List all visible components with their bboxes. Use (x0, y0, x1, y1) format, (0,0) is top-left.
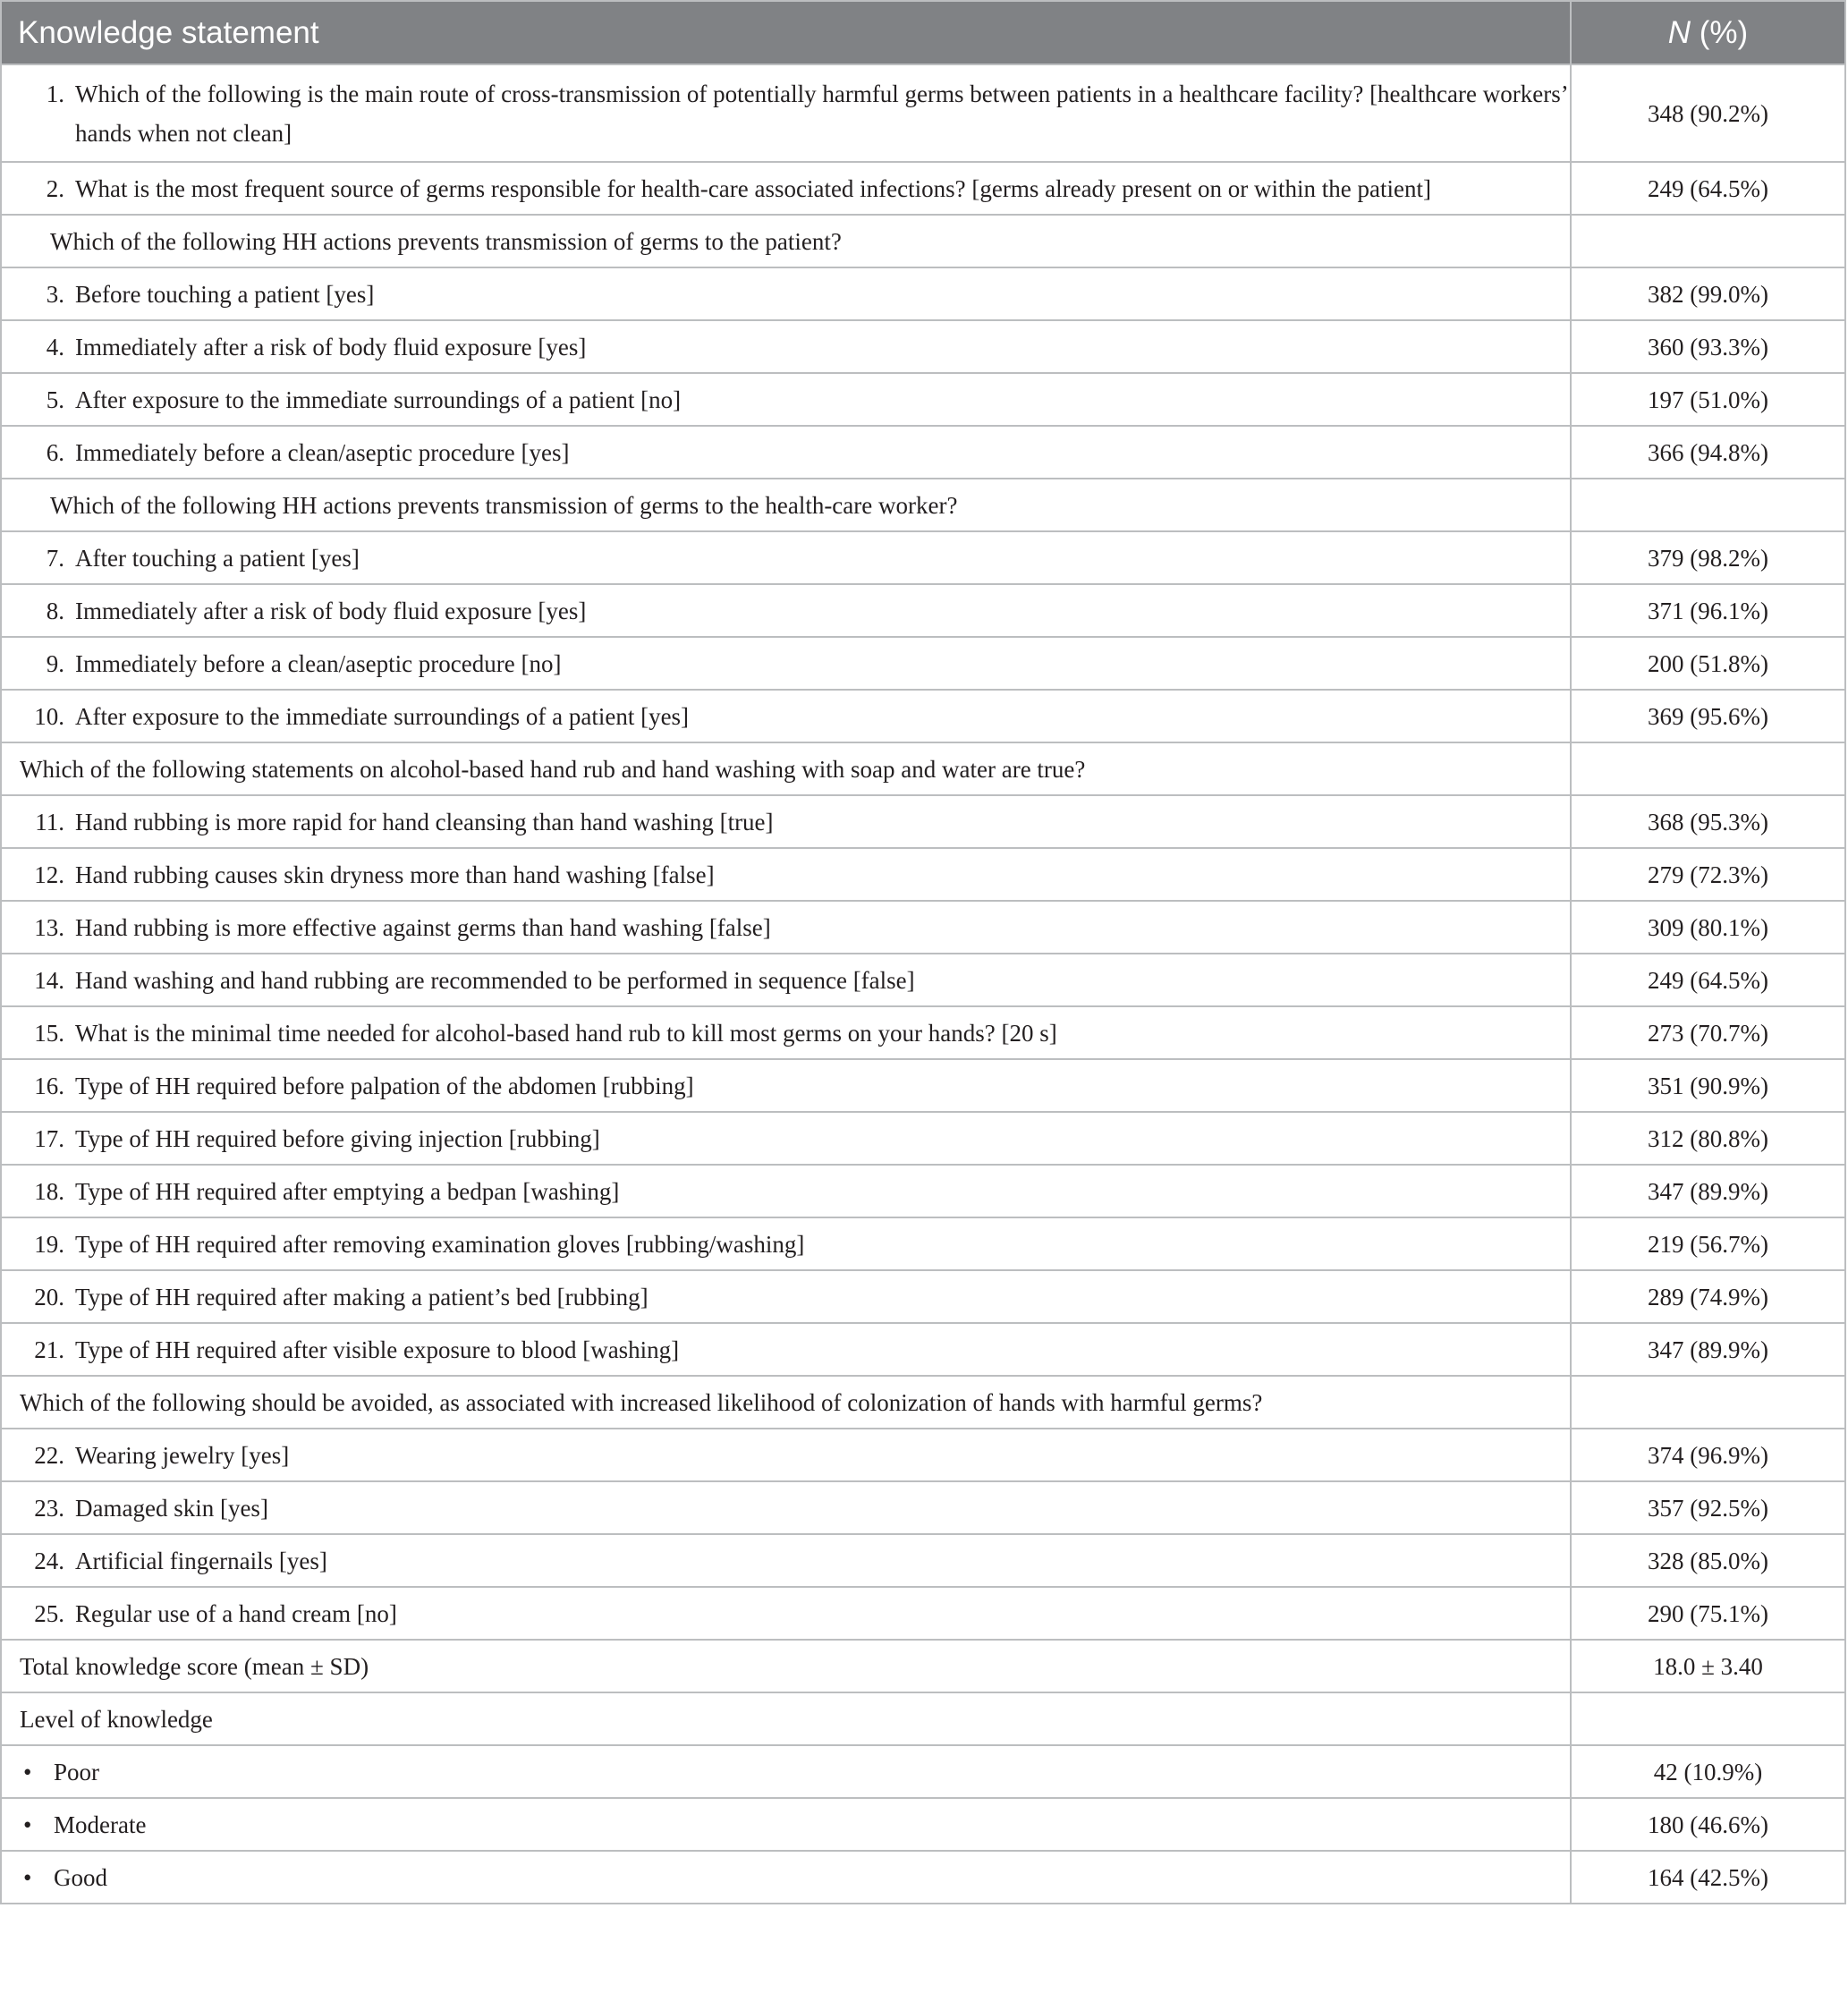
value-cell: 374 (96.9%) (1571, 1429, 1845, 1481)
statement-cell (1, 1165, 1571, 1217)
value-cell: 289 (74.9%) (1571, 1270, 1845, 1323)
table-row (1, 1165, 1845, 1217)
n-label: N (1667, 14, 1691, 50)
value-cell: 249 (64.5%) (1571, 954, 1845, 1006)
table-row (1, 795, 1845, 848)
item-text: After exposure to the immediate surroundings of a patient [no] (75, 386, 682, 413)
item-text: After touching a patient [yes] (75, 544, 360, 572)
value-cell: 273 (70.7%) (1571, 1006, 1845, 1059)
statement-cell (1, 1006, 1571, 1059)
statement-cell (1, 373, 1571, 426)
value-cell: 347 (89.9%) (1571, 1165, 1845, 1217)
value-cell: 164 (42.5%) (1571, 1851, 1845, 1904)
value-cell: 347 (89.9%) (1571, 1323, 1845, 1376)
table-row (1, 848, 1845, 901)
value-cell: 290 (75.1%) (1571, 1587, 1845, 1640)
item-text: Immediately before a clean/aseptic procedure [yes] (75, 438, 570, 466)
value-cell: 328 (85.0%) (1571, 1534, 1845, 1587)
item-number: 5. (46, 386, 64, 413)
knowledge-level-label: Level of knowledge (1, 1692, 1571, 1745)
item-number: 23. (34, 1494, 64, 1522)
statement-cell (1, 267, 1571, 320)
total-score-row (1, 1640, 1845, 1692)
item-text: Type of HH required after removing examination gloves [rubbing/washing] (75, 1230, 805, 1258)
item-number: 2. (46, 174, 64, 202)
item-number: 12. (34, 861, 64, 888)
table-row (1, 637, 1845, 690)
statement-cell (1, 901, 1571, 954)
total-score-value: 18.0 ± 3.40 (1571, 1640, 1845, 1692)
value-cell: 360 (93.3%) (1571, 320, 1845, 373)
statement-cell (1, 584, 1571, 637)
item-text: Hand rubbing is more rapid for hand cleansing than hand washing [true] (75, 808, 774, 835)
section-heading: Which of the following statements on alcohol-based hand rub and hand washing with soap and water are true? (1, 742, 1571, 795)
item-text: Hand rubbing causes skin dryness more than hand washing [false] (75, 861, 715, 888)
item-number: 21. (34, 1336, 64, 1363)
empty-value-cell (1571, 215, 1845, 267)
statement-cell (1, 1217, 1571, 1270)
statement-cell (1, 64, 1571, 162)
table-row (1, 584, 1845, 637)
total-score-label: Total knowledge score (mean ± SD) (1, 1640, 1571, 1692)
item-number: 13. (34, 913, 64, 941)
table-row (1, 267, 1845, 320)
statement-cell (1, 1323, 1571, 1376)
item-number: 17. (34, 1124, 64, 1152)
value-cell: 219 (56.7%) (1571, 1217, 1845, 1270)
item-text: Type of HH required before giving injection [rubbing] (75, 1124, 600, 1152)
knowledge-level-row (1, 1692, 1845, 1745)
value-cell: 200 (51.8%) (1571, 637, 1845, 690)
item-text: Damaged skin [yes] (75, 1494, 268, 1522)
level-good-label: Good (54, 1863, 107, 1891)
table-row (1, 1270, 1845, 1323)
statement-cell (1, 1587, 1571, 1640)
item-number: 22. (34, 1441, 64, 1469)
table-row (1, 1112, 1845, 1165)
section-heading-row (1, 1376, 1845, 1429)
table-row (1, 690, 1845, 742)
item-number: 18. (34, 1177, 64, 1205)
statement-cell (1, 426, 1571, 479)
table-row (1, 1798, 1845, 1851)
statement-cell (1, 1851, 1571, 1904)
item-text: Immediately before a clean/aseptic procedure [no] (75, 649, 562, 677)
section-heading: Which of the following HH actions prevents transmission of germs to the health-care worker? (1, 479, 1571, 531)
bullet-icon (20, 1752, 54, 1792)
table-row (1, 1006, 1845, 1059)
item-text: Which of the following is the main route of cross-transmission of potentially harmful germs between patients in a healthcare facility? [healthcare workers’ hands when not clean] (75, 80, 1567, 147)
level-poor-label: Poor (54, 1758, 100, 1785)
value-cell: 309 (80.1%) (1571, 901, 1845, 954)
value-cell: 351 (90.9%) (1571, 1059, 1845, 1112)
item-text: Type of HH required before palpation of the abdomen [rubbing] (75, 1072, 694, 1099)
table-header-row (1, 1, 1845, 64)
table-row (1, 162, 1845, 215)
table-row (1, 64, 1845, 162)
section-heading: Which of the following HH actions prevents transmission of germs to the patient? (1, 215, 1571, 267)
item-number: 1. (46, 80, 64, 107)
table-row (1, 901, 1845, 954)
item-number: 15. (34, 1019, 64, 1047)
item-number: 6. (46, 438, 64, 466)
statement-cell (1, 795, 1571, 848)
column-header-statement: Knowledge statement (1, 1, 1571, 64)
value-cell: 249 (64.5%) (1571, 162, 1845, 215)
statement-cell (1, 1270, 1571, 1323)
item-number: 8. (46, 597, 64, 624)
item-text: Wearing jewelry [yes] (75, 1441, 290, 1469)
item-number: 20. (34, 1283, 64, 1310)
item-number: 10. (34, 702, 64, 730)
item-number: 7. (46, 544, 64, 572)
item-text: Before touching a patient [yes] (75, 280, 375, 308)
item-text: What is the minimal time needed for alcohol-based hand rub to kill most germs on your hands? [20 s] (75, 1019, 1057, 1047)
value-cell: 312 (80.8%) (1571, 1112, 1845, 1165)
empty-value-cell (1571, 742, 1845, 795)
item-number: 9. (46, 649, 64, 677)
table-row (1, 954, 1845, 1006)
item-number: 19. (34, 1230, 64, 1258)
item-text: Immediately after a risk of body fluid exposure [yes] (75, 597, 587, 624)
item-text: Type of HH required after making a patient’s bed [rubbing] (75, 1283, 648, 1310)
section-heading-row (1, 479, 1845, 531)
item-text: Immediately after a risk of body fluid exposure [yes] (75, 333, 587, 360)
item-text: Hand rubbing is more effective against germs than hand washing [false] (75, 913, 771, 941)
item-text: What is the most frequent source of germs responsible for health-care associated infections? [germs already present on or within the patient] (75, 174, 1431, 202)
item-text: After exposure to the immediate surroundings of a patient [yes] (75, 702, 690, 730)
statement-cell (1, 320, 1571, 373)
statement-cell (1, 1745, 1571, 1798)
section-heading-row (1, 215, 1845, 267)
statement-cell (1, 1112, 1571, 1165)
table-row (1, 1851, 1845, 1904)
value-cell: 42 (10.9%) (1571, 1745, 1845, 1798)
value-cell: 197 (51.0%) (1571, 373, 1845, 426)
table-row (1, 426, 1845, 479)
value-cell: 368 (95.3%) (1571, 795, 1845, 848)
value-cell: 180 (46.6%) (1571, 1798, 1845, 1851)
item-text: Regular use of a hand cream [no] (75, 1599, 397, 1627)
item-text: Hand washing and hand rubbing are recommended to be performed in sequence [false] (75, 966, 915, 994)
value-cell: 348 (90.2%) (1571, 64, 1845, 162)
statement-cell (1, 1481, 1571, 1534)
table-row (1, 1323, 1845, 1376)
statement-cell (1, 1429, 1571, 1481)
table-row (1, 1429, 1845, 1481)
empty-value-cell (1571, 1376, 1845, 1429)
item-number: 24. (34, 1547, 64, 1574)
table-row (1, 1481, 1845, 1534)
statement-cell (1, 848, 1571, 901)
statement-cell (1, 1798, 1571, 1851)
item-text: Artificial fingernails [yes] (75, 1547, 327, 1574)
empty-value-cell (1571, 479, 1845, 531)
table-row (1, 373, 1845, 426)
percent-label: (%) (1699, 14, 1749, 50)
table-row (1, 1217, 1845, 1270)
item-number: 11. (35, 808, 64, 835)
table-row (1, 1745, 1845, 1798)
statement-cell (1, 1059, 1571, 1112)
statement-cell (1, 954, 1571, 1006)
item-number: 3. (46, 280, 64, 308)
empty-value-cell (1571, 1692, 1845, 1745)
table-row (1, 531, 1845, 584)
value-cell: 366 (94.8%) (1571, 426, 1845, 479)
value-cell: 371 (96.1%) (1571, 584, 1845, 637)
value-cell: 382 (99.0%) (1571, 267, 1845, 320)
value-cell: 279 (72.3%) (1571, 848, 1845, 901)
statement-cell (1, 690, 1571, 742)
column-header-n-percent (1571, 1, 1845, 64)
item-number: 14. (34, 966, 64, 994)
section-heading: Which of the following should be avoided, as associated with increased likelihood of colonization of hands with harmful germs? (1, 1376, 1571, 1429)
level-moderate-label: Moderate (54, 1811, 147, 1838)
table-row (1, 1534, 1845, 1587)
statement-cell (1, 531, 1571, 584)
item-text: Type of HH required after visible exposure to blood [washing] (75, 1336, 680, 1363)
table-row (1, 1059, 1845, 1112)
value-cell: 369 (95.6%) (1571, 690, 1845, 742)
table-row (1, 1587, 1845, 1640)
item-number: 16. (34, 1072, 64, 1099)
statement-cell (1, 1534, 1571, 1587)
item-text: Type of HH required after emptying a bedpan [washing] (75, 1177, 620, 1205)
statement-cell (1, 162, 1571, 215)
statement-cell (1, 637, 1571, 690)
section-heading-row (1, 742, 1845, 795)
bullet-icon (20, 1805, 54, 1845)
table-row (1, 320, 1845, 373)
value-cell: 379 (98.2%) (1571, 531, 1845, 584)
item-number: 25. (34, 1599, 64, 1627)
bullet-icon (20, 1858, 54, 1897)
value-cell: 357 (92.5%) (1571, 1481, 1845, 1534)
item-number: 4. (46, 333, 64, 360)
